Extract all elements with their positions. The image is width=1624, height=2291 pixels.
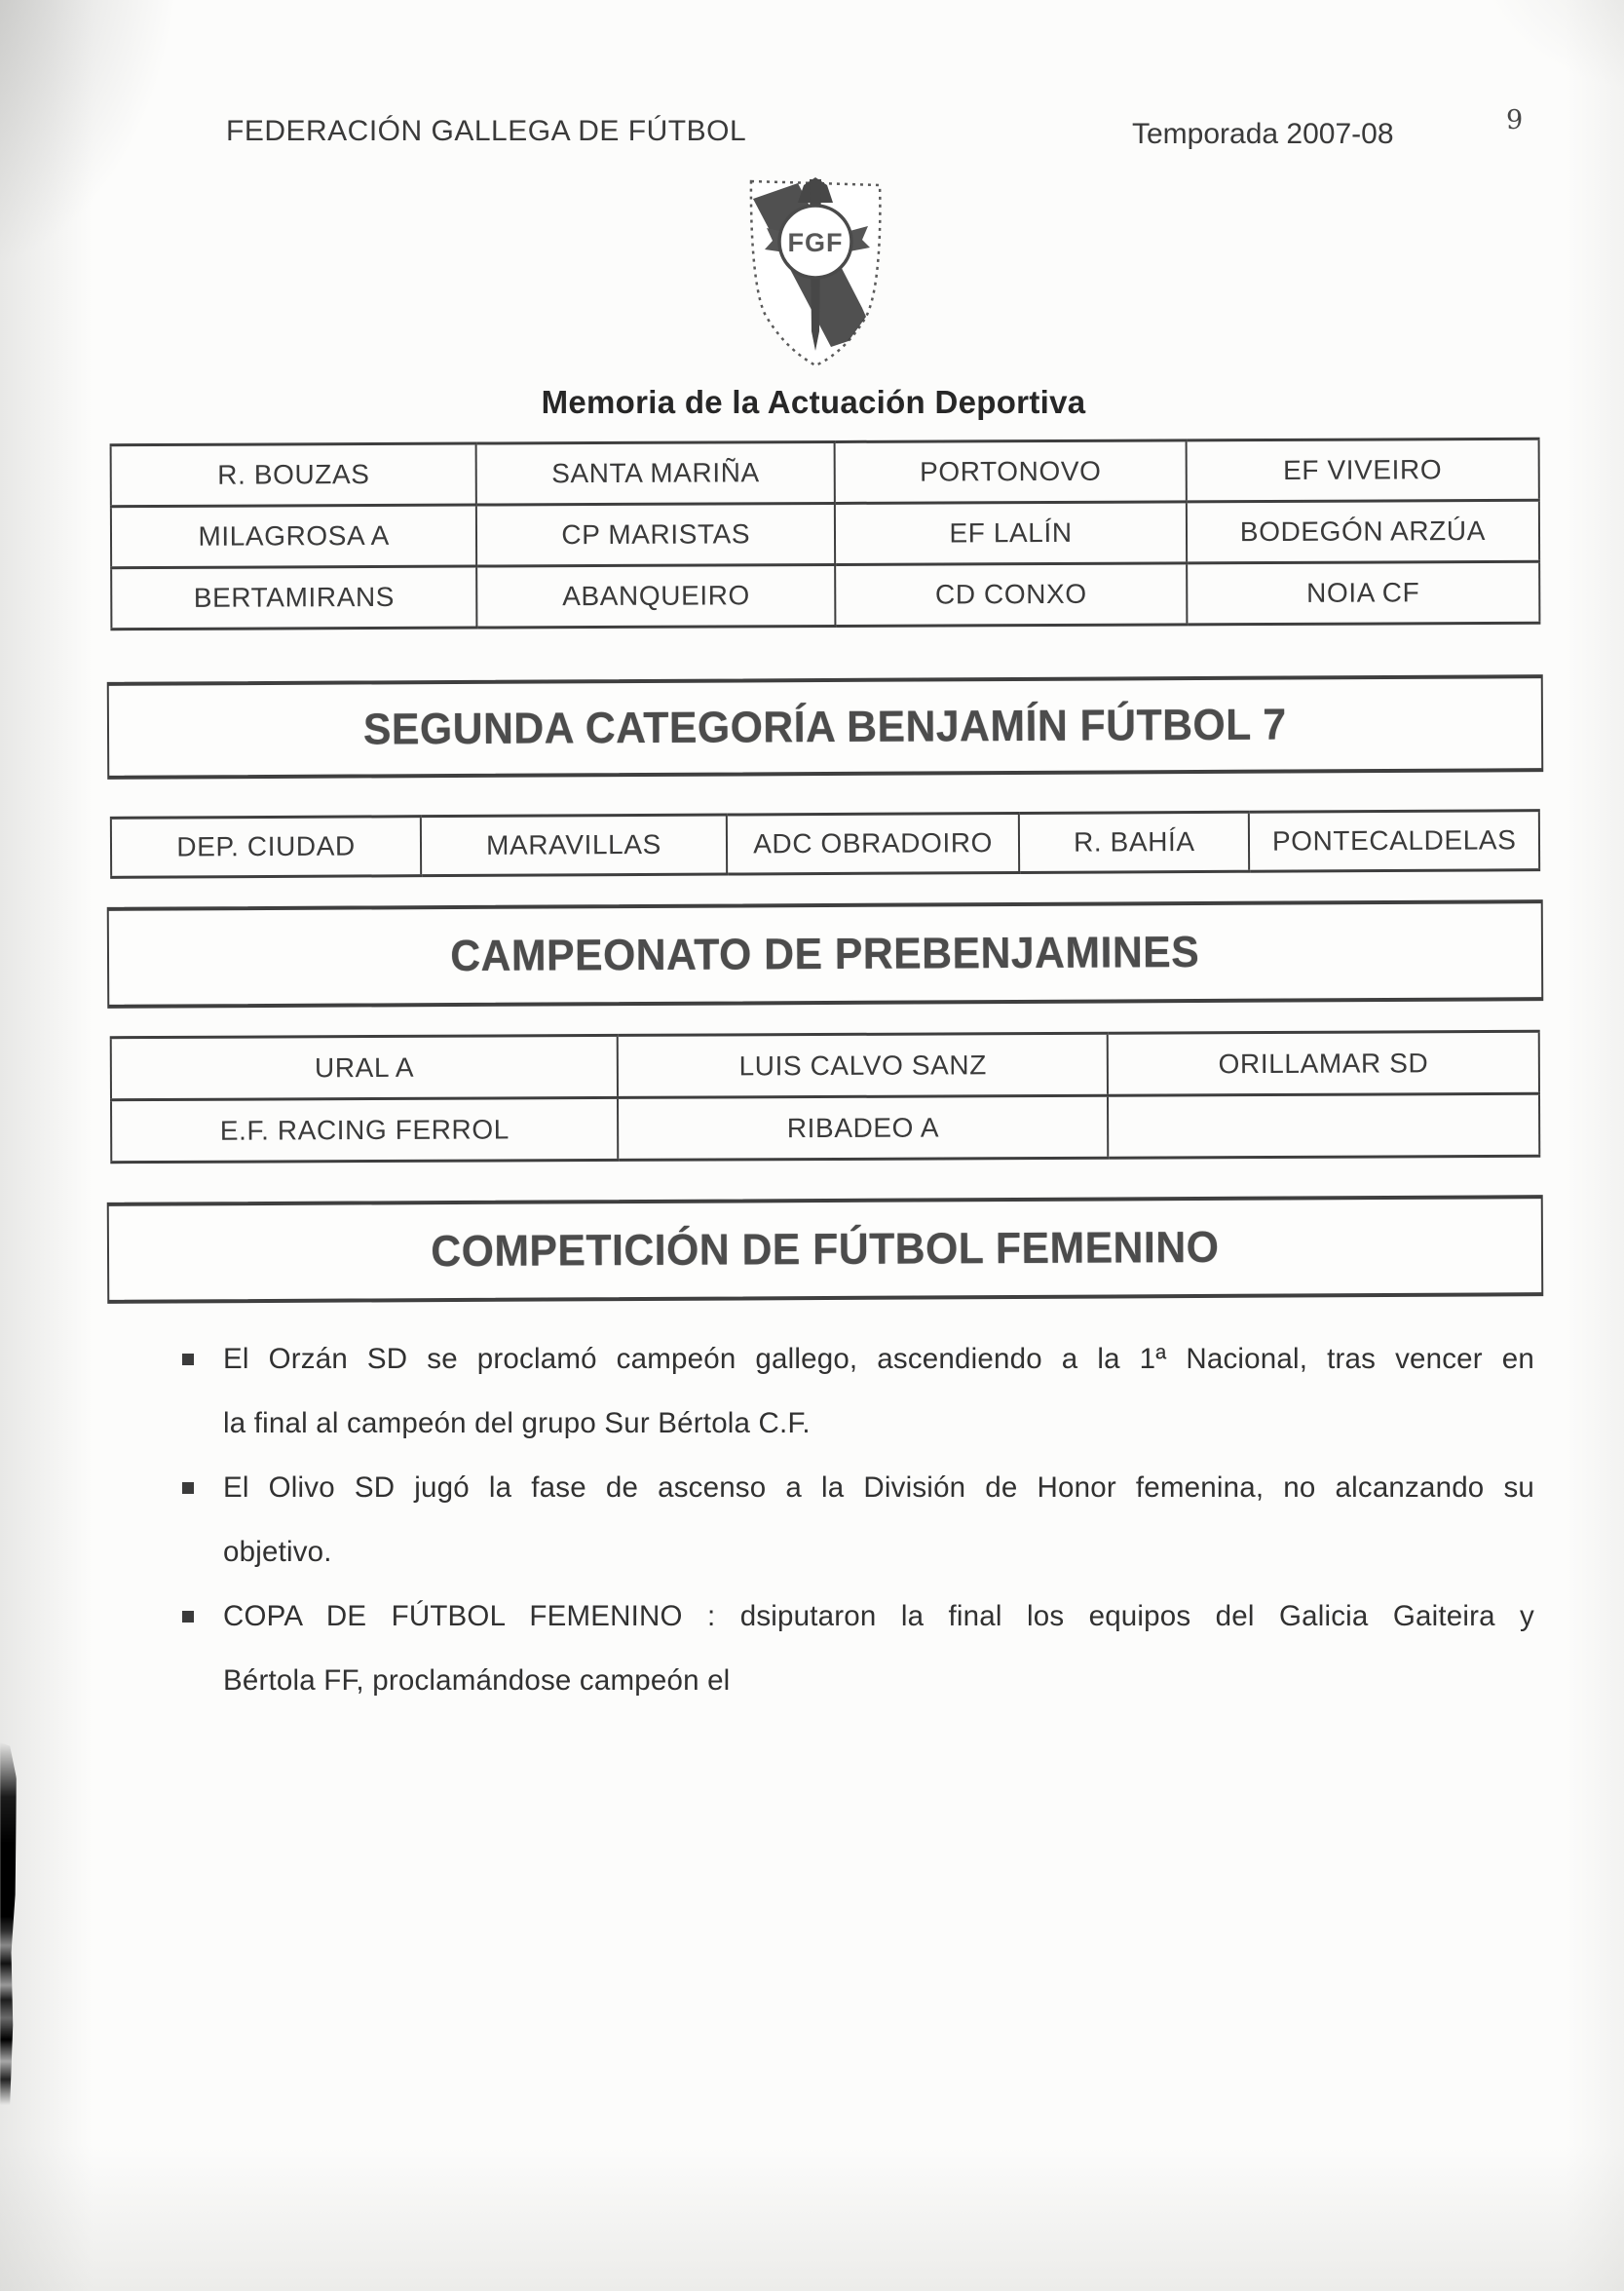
- prebenjamines-teams-table: [110, 1030, 1541, 1164]
- team-cell: EF VIVEIRO: [1186, 439, 1538, 502]
- team-cell: R. BAHÍA: [1019, 812, 1249, 872]
- bullet-square-icon: [182, 1354, 194, 1365]
- bullet-text-line: objetivo.: [223, 1536, 332, 1568]
- team-cell: RIBADEO A: [618, 1095, 1108, 1160]
- bullet-item: [180, 1456, 1534, 1585]
- team-cell: MARAVILLAS: [421, 815, 727, 876]
- team-cell: CP MARISTAS: [476, 503, 835, 566]
- bullet-text-line: la final al campeón del grupo Sur Bértola C.F.: [223, 1407, 811, 1439]
- section-header-futbol-femenino: [107, 1195, 1544, 1304]
- table-row: [111, 439, 1539, 506]
- team-cell: E.F. RACING FERROL: [111, 1097, 619, 1162]
- segunda-benjamin-teams-table: [110, 809, 1540, 879]
- team-cell: URAL A: [111, 1035, 619, 1099]
- table-row: [111, 561, 1539, 629]
- team-cell: [1108, 1093, 1539, 1158]
- document-title: Memoria de la Actuación Deportiva: [541, 384, 1086, 420]
- section-title: COMPETICIÓN DE FÚTBOL FEMENINO: [431, 1221, 1220, 1277]
- section-header-prebenjamines: [107, 899, 1544, 1009]
- section-title: SEGUNDA CATEGORÍA BENJAMÍN FÚTBOL 7: [363, 699, 1287, 754]
- bullet-item: [180, 1585, 1534, 1713]
- bullet-square-icon: [182, 1611, 194, 1623]
- header-season: Temporada 2007-08: [1132, 118, 1394, 150]
- table-row: [111, 811, 1539, 878]
- team-cell: ORILLAMAR SD: [1108, 1031, 1539, 1095]
- team-cell: EF LALÍN: [835, 502, 1187, 565]
- team-cell: LUIS CALVO SANZ: [618, 1033, 1108, 1097]
- bullet-text-line: COPA DE FÚTBOL FEMENINO : dsiputaron la final los equipos del Galicia Gaiteira y: [223, 1600, 1534, 1632]
- scan-ink-artifact: [0, 1742, 17, 2105]
- page-number: 9: [1506, 105, 1524, 135]
- team-cell: R. BOUZAS: [111, 443, 477, 507]
- team-cell: BODEGÓN ARZÚA: [1187, 500, 1539, 563]
- crest-monogram: FGF: [787, 228, 844, 257]
- bullet-text-line: El Orzán SD se proclamó campeón gallego, ascendiendo a la 1ª Nacional, tras vencer en: [223, 1343, 1534, 1375]
- section-title: CAMPEONATO DE PREBENJAMINES: [450, 926, 1200, 981]
- team-cell: NOIA CF: [1187, 561, 1539, 625]
- bullet-item: [180, 1327, 1534, 1456]
- benjamin-teams-table: [110, 438, 1541, 630]
- team-cell: ABANQUEIRO: [476, 564, 835, 628]
- team-cell: SANTA MARIÑA: [476, 441, 835, 505]
- fgf-shield-logo-icon: [737, 166, 893, 370]
- team-cell: PORTONOVO: [835, 440, 1187, 504]
- section-header-segunda-benjamin: [107, 674, 1544, 780]
- bullet-text-line: El Olivo SD jugó la fase de ascenso a la División de Honor femenina, no alcanzando su: [223, 1471, 1534, 1504]
- header-organization: FEDERACIÓN GALLEGA DE FÚTBOL: [226, 115, 747, 147]
- bullet-text-line: Bértola FF, proclamándose campeón el: [223, 1664, 731, 1697]
- team-cell: BERTAMIRANS: [111, 566, 477, 630]
- table-row: [111, 500, 1539, 567]
- table-row: [111, 1031, 1539, 1099]
- team-cell: MILAGROSA A: [111, 505, 477, 568]
- team-cell: PONTECALDELAS: [1249, 811, 1539, 872]
- table-row: [111, 1093, 1539, 1162]
- team-cell: CD CONXO: [835, 563, 1187, 627]
- team-cell: ADC OBRADOIRO: [727, 813, 1020, 874]
- bullet-square-icon: [182, 1482, 194, 1494]
- team-cell: DEP. CIUDAD: [111, 817, 421, 878]
- femenino-bullet-list: [180, 1327, 1534, 1713]
